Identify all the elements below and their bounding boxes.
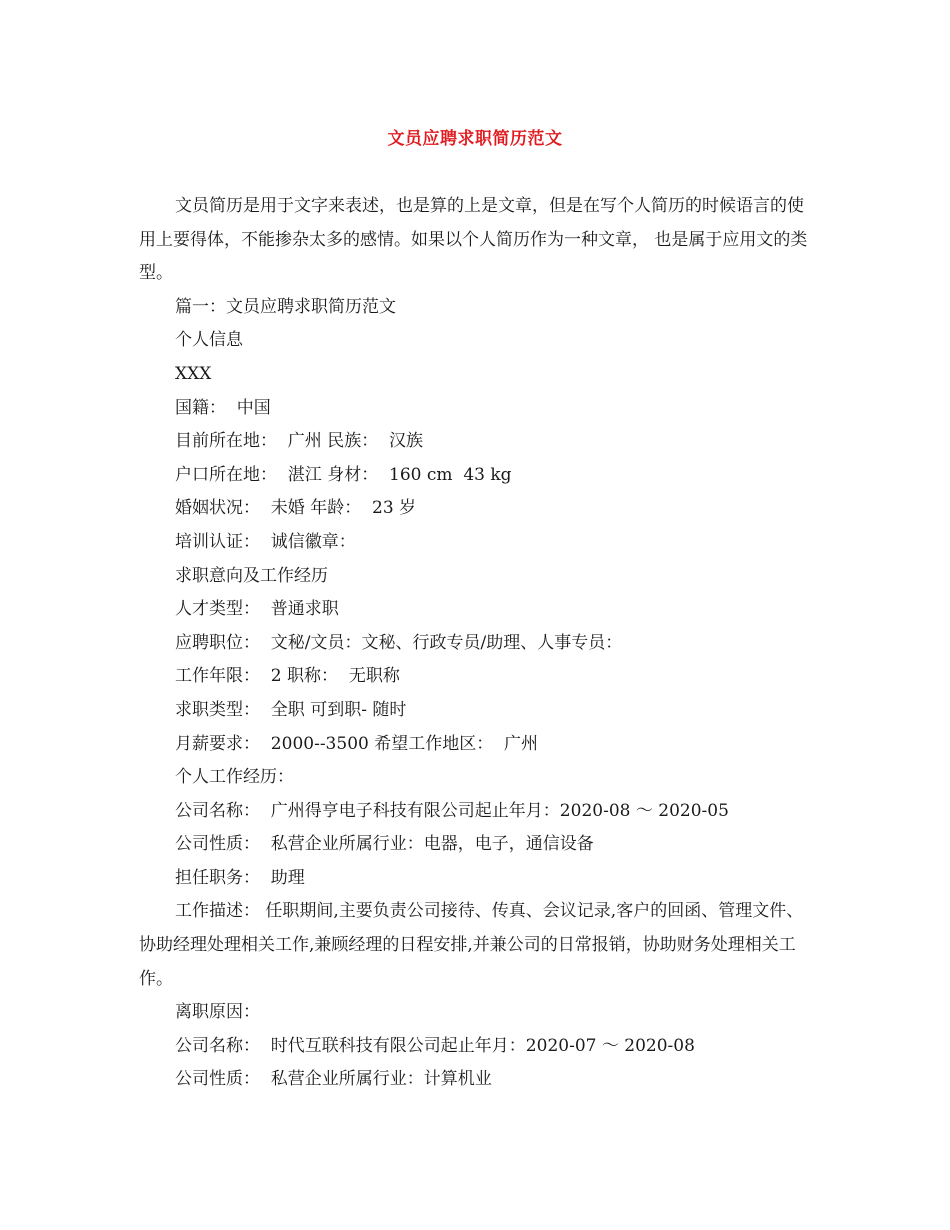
body-line: 人才类型： 普通求职 <box>175 599 339 620</box>
body-line: 婚姻状况： 未婚 年龄： 23 岁 <box>175 498 417 519</box>
body-line: 离职原因： <box>175 1002 260 1023</box>
body-line: 公司名称： 时代互联科技有限公司起止年月：2020-07 ～ 2020-08 <box>175 1035 695 1056</box>
work-description-paragraph: 工作描述： 任职期间,主要负责公司接待、传真、会议记录,客户的回函、管理文件、协助经理处理相关工作,兼顾经理的日程安排,并兼公司的日常报销，协助财务处理相关工作。 <box>139 901 804 989</box>
body-line: 户口所在地： 湛江 身材： 160 cm 43 kg <box>175 464 512 485</box>
body-line: 担任职务： 助理 <box>175 867 305 888</box>
body-line: 篇一：文员应聘求职简历范文 <box>175 296 396 317</box>
body-line: 月薪要求： 2000--3500 希望工作地区： 广州 <box>175 733 539 754</box>
body-line: 培训认证： 诚信徽章： <box>175 531 356 552</box>
document-title: 文员应聘求职简历范文 <box>387 129 563 149</box>
document-body <box>139 190 815 1097</box>
body-line: 应聘职位： 文秘/文员：文秘、行政专员/助理、人事专员： <box>175 632 623 653</box>
body-line: 公司名称： 广州得亨电子科技有限公司起止年月：2020-08 ～ 2020-05 <box>175 800 729 821</box>
body-line: 个人工作经历： <box>175 767 294 788</box>
body-line: 求职意向及工作经历 <box>175 565 328 586</box>
body-line: 公司性质： 私营企业所属行业：电器，电子，通信设备 <box>175 834 594 855</box>
body-line: 目前所在地： 广州 民族： 汉族 <box>175 431 424 452</box>
intro-paragraph: 文员简历是用于文字来表述，也是算的上是文章，但是在写个人简历的时候语言的使用上要得体，不能掺杂太多的感情。如果以个人简历作为一种文章， 也是属于应用文的类型。 <box>139 196 808 284</box>
body-line: XXX <box>175 363 212 384</box>
body-line: 公司性质： 私营企业所属行业：计算机业 <box>175 1069 492 1090</box>
body-line: 工作年限： 2 职称： 无职称 <box>175 666 400 687</box>
body-line: 求职类型： 全职 可到职- 随时 <box>175 699 407 720</box>
body-line: 国籍： 中国 <box>175 397 271 418</box>
body-line: 个人信息 <box>175 330 243 351</box>
